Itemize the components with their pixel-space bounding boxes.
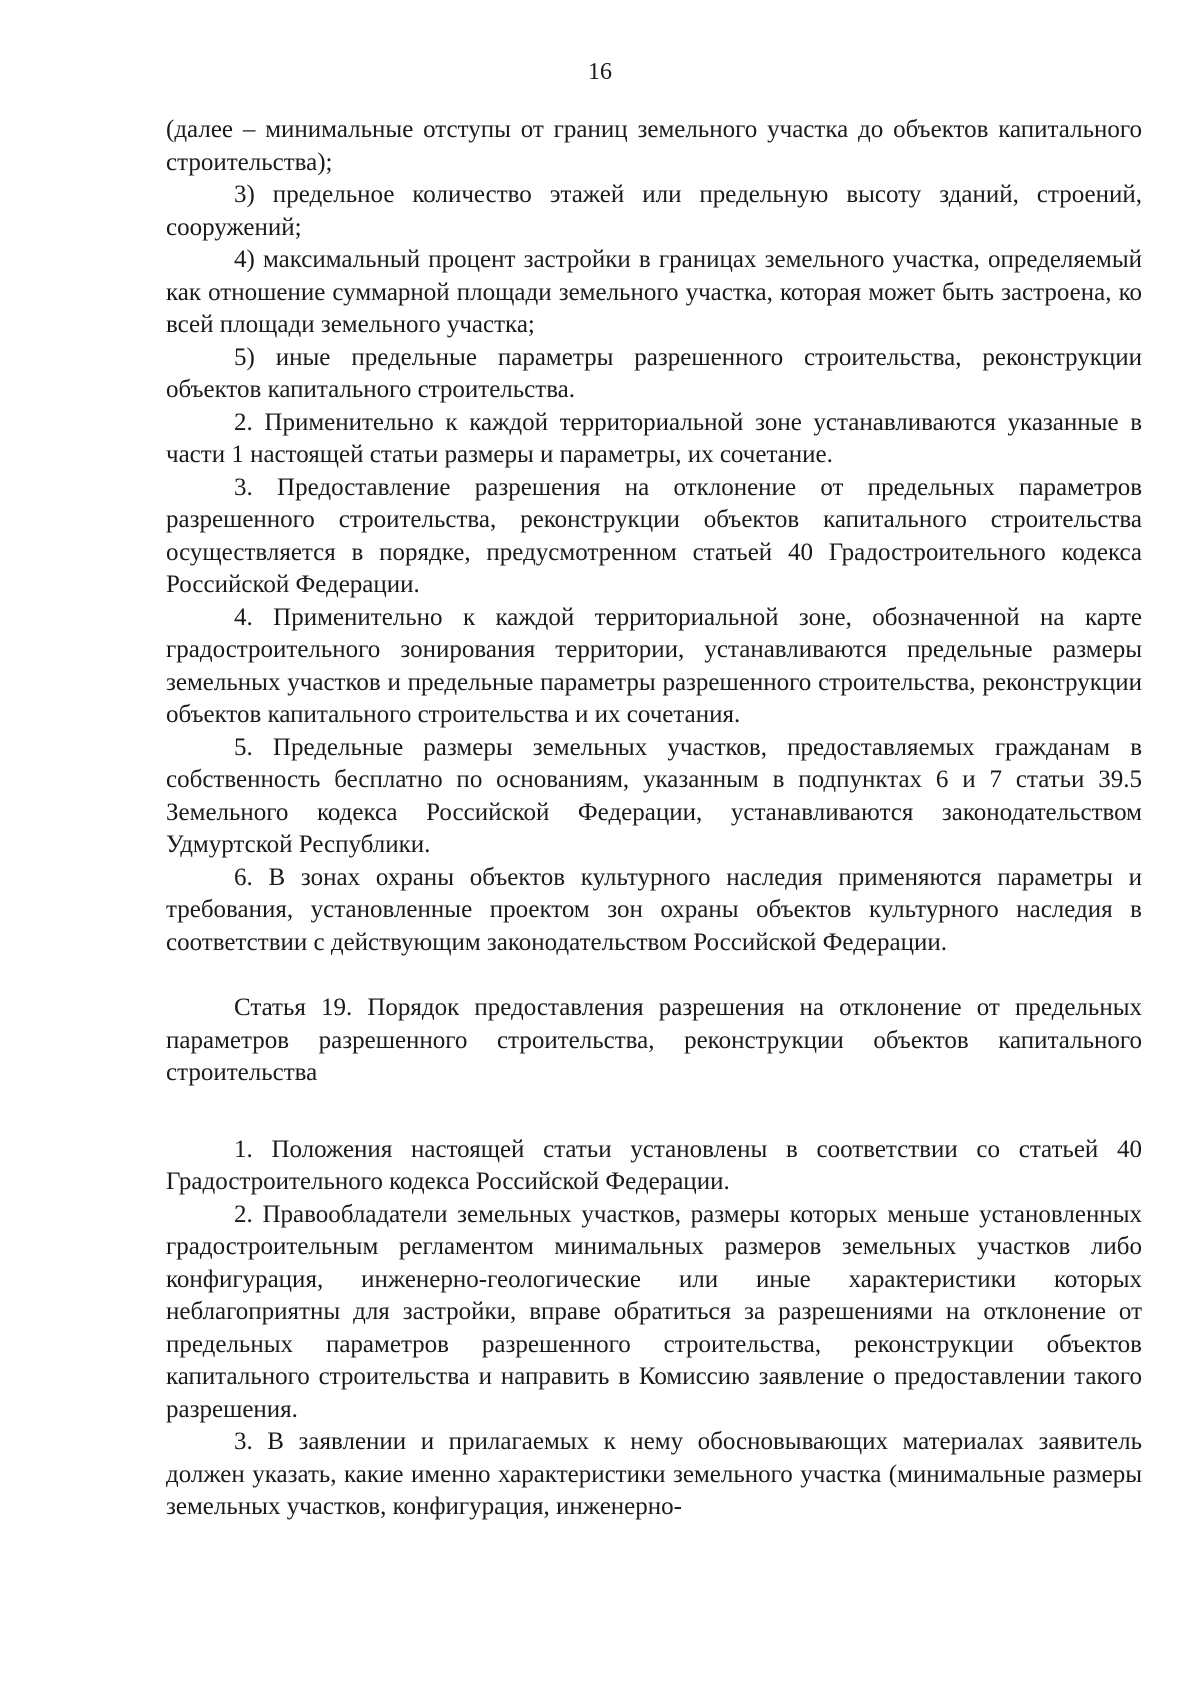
paragraph-item-3: 3) предельное количество этажей или предельную высоту зданий, строений, сооружений; — [166, 181, 1142, 241]
paragraph-part-2: 2. Применительно к каждой территориальной зоне устанавливаются указанные в части 1 настоящей статьи размеры и параметры, их сочетание. — [166, 408, 1142, 468]
paragraph-part-4: 4. Применительно к каждой территориальной зоне, обозначенной на карте градостроительного зонирования территории, устанавливаются предельные размеры земельных участков и предельные параметры разрешенного строительства, реконструкции объектов капитального строительства и их сочетания. — [166, 603, 1142, 728]
section-gap — [166, 1090, 1142, 1134]
paragraph-part-6: 6. В зонах охраны объектов культурного наследия применяются параметры и требования, установленные проектом зон охраны объектов культурного наследия в соответствии с действующим законодательством Российской Федерации. — [166, 863, 1142, 956]
paragraph-part-5: 5. Предельные размеры земельных участков, предоставляемых гражданам в собственность бесплатно по основаниям, указанным в подпунктах 6 и 7 статьи 39.5 Земельного кодекса Российской Федерации, устанавливаются законодательством Удмуртской Республики. — [166, 733, 1142, 858]
paragraph-item-5: 5) иные предельные параметры разрешенного строительства, реконструкции объектов капитального строительства. — [166, 343, 1142, 403]
article-heading: Статья 19. Порядок предоставления разрешения на отклонение от предельных параметров разрешенного строительства, реконструкции объектов капитального строительства — [166, 994, 1142, 1086]
page-number: 16 — [588, 59, 612, 85]
article-paragraph-3: 3. В заявлении и прилагаемых к нему обосновывающих материалах заявитель должен указать, какие именно характеристики земельного участка (минимальные размеры земельных участков, конфигурация, инженерно- — [166, 1428, 1142, 1520]
paragraph-part-3: 3. Предоставление разрешения на отклонение от предельных параметров разрешенного строительства, реконструкции объектов капитального строительства осуществляется в порядке, предусмотренном статьей 40 Градостроительного кодекса Российской Федерации. — [166, 473, 1142, 598]
article-paragraph-2: 2. Правообладатели земельных участков, размеры которых меньше установленных градостроительным регламентом минимальных размеров земельных участков либо конфигурация, инженерно-геологические или иные характеристики которых неблагоприятны для застройки, вправе обратиться за разрешениями на отклонение от предельных параметров разрешенного строительства, реконструкции объектов капитального строительства и направить в Комиссию заявление о предоставлении такого разрешения. — [166, 1200, 1142, 1423]
paragraph-continuation: (далее – минимальные отступы от границ земельного участка до объектов капитального строительства); — [166, 116, 1142, 176]
document-body — [166, 114, 1142, 1524]
article-paragraph-1: 1. Положения настоящей статьи установлены в соответствии со статьей 40 Градостроительного кодекса Российской Федерации. — [166, 1135, 1142, 1195]
paragraph-item-4: 4) максимальный процент застройки в границах земельного участка, определяемый как отношение суммарной площади земельного участка, которая может быть застроена, ко всей площади земельного участка; — [166, 246, 1142, 338]
